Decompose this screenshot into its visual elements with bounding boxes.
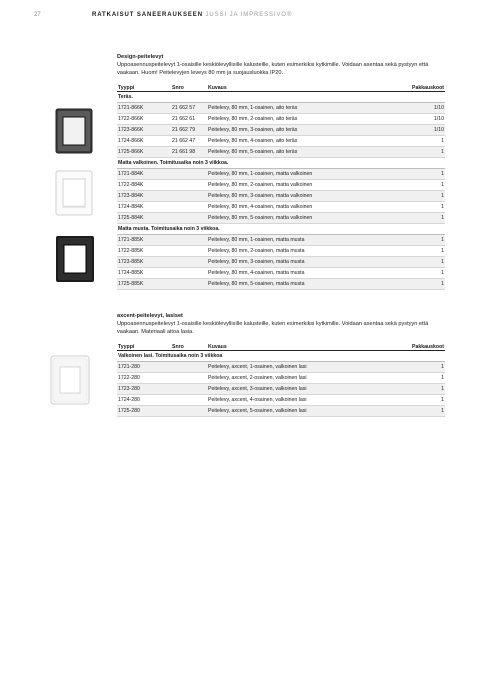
table-row (117, 268, 445, 279)
section-title: Design-peitelevyt (117, 54, 164, 60)
cell-type: 1721-884K (117, 169, 171, 180)
cell-description: Peitelevy, 80 mm, 5-osainen, matta valkoinen (207, 213, 399, 224)
axcent-glass-section (117, 312, 445, 417)
table-row (117, 213, 445, 224)
cell-package: 1 (399, 373, 445, 384)
table-row (117, 257, 445, 268)
cell-description: Peitelevy, 80 mm, 1-osainen, aito teräs (207, 103, 399, 114)
cell-snro (171, 362, 207, 373)
cell-type: 1723-280 (117, 384, 171, 395)
cell-package: 1 (399, 202, 445, 213)
cell-snro (171, 213, 207, 224)
group-label: Teräs. (117, 92, 445, 103)
cell-snro (171, 384, 207, 395)
cell-package: 1 (399, 406, 445, 417)
section-title: axcent-peitelevyt, lasiset (117, 313, 183, 319)
cell-description: Peitelevy, 80 mm, 1-osainen, matta valkoinen (207, 169, 399, 180)
cell-type: 1725-280 (117, 406, 171, 417)
cell-package: 1/10 (399, 125, 445, 136)
cell-package: 1 (399, 235, 445, 246)
section-description: Uppoasennuspeitelevyt 1-osaisille keskiölevyllisille kalusteille, kuten esimerkiksi kytkimille. Voidaan asentaa sekä pystyyn että vaakaan. Materiaali aitoa lasia. (117, 321, 429, 335)
col-header-type: Tyyppi (117, 84, 171, 92)
cell-description: Peitelevy, 80 mm, 4-osainen, aito teräs (207, 136, 399, 147)
group-label: Valkoinen lasi. Toimitusaika noin 3 viikkoa (117, 351, 445, 362)
col-header-snro: Snro (171, 84, 207, 92)
col-header-description: Kuvaus (207, 343, 399, 351)
table-row (117, 235, 445, 246)
cell-package: 1 (399, 191, 445, 202)
table-row (117, 136, 445, 147)
col-header-type: Tyyppi (117, 343, 171, 351)
page-header (34, 12, 450, 22)
cell-package: 1 (399, 395, 445, 406)
header-title-light: JUSSI JA IMPRESSIVO® (205, 12, 293, 18)
cell-package: 1/10 (399, 103, 445, 114)
table-row (117, 114, 445, 125)
cell-snro (171, 235, 207, 246)
cell-snro (171, 373, 207, 384)
col-header-snro: Snro (171, 343, 207, 351)
header-title-bold: RATKAISUT SANEERAUKSEEN (92, 12, 203, 18)
table-row (117, 279, 445, 290)
cell-snro: 21 661 98 (171, 147, 207, 158)
col-header-package: Pakkauskoot (399, 84, 445, 92)
cell-description: Peitelevy, 80 mm, 5-osainen, aito teräs (207, 147, 399, 158)
cell-description: Peitelevy, 80 mm, 2-osainen, matta valkoinen (207, 180, 399, 191)
steel-frame-image (55, 108, 93, 154)
table-row (117, 246, 445, 257)
section-description: Uppoasennuspeitelevyt 1-osaisille keskiölevyllisille kalusteille, kuten esimerkiksi kytkimille. Voidaan asentaa sekä pystyyn että vaakaan. Huom! Peitelevyjen leveys 80 mm ja suojausluokka IP20. (117, 62, 429, 76)
cell-type: 1724-885K (117, 268, 171, 279)
cell-snro (171, 395, 207, 406)
cell-package: 1 (399, 147, 445, 158)
table-row (117, 406, 445, 417)
cell-type: 1721-866K (117, 103, 171, 114)
table-row (117, 362, 445, 373)
cell-description: Peitelevy, axcent, 5-osainen, valkoinen lasi (207, 406, 399, 417)
cell-type: 1724-866K (117, 136, 171, 147)
cell-type: 1722-280 (117, 373, 171, 384)
cell-type: 1723-866K (117, 125, 171, 136)
table-row (117, 103, 445, 114)
cell-package: 1 (399, 169, 445, 180)
table-row (117, 180, 445, 191)
cell-type: 1723-885K (117, 257, 171, 268)
cell-snro (171, 169, 207, 180)
cell-description: Peitelevy, 80 mm, 3-osainen, aito teräs (207, 125, 399, 136)
cell-type: 1722-885K (117, 246, 171, 257)
cell-package: 1 (399, 279, 445, 290)
cell-snro: 21 662 57 (171, 103, 207, 114)
cell-snro (171, 180, 207, 191)
cell-description: Peitelevy, 80 mm, 3-osainen, matta valkoinen (207, 191, 399, 202)
table-row (117, 125, 445, 136)
cell-package: 1 (399, 136, 445, 147)
black-frame-image (55, 235, 95, 283)
cell-type: 1721-280 (117, 362, 171, 373)
table-row (117, 191, 445, 202)
design-cover-plates-section (117, 53, 445, 290)
table-row (117, 202, 445, 213)
cell-type: 1725-885K (117, 279, 171, 290)
cell-description: Peitelevy, 80 mm, 1-osainen, matta musta (207, 235, 399, 246)
cell-snro (171, 191, 207, 202)
cell-type: 1724-884K (117, 202, 171, 213)
cell-description: Peitelevy, 80 mm, 4-osainen, matta musta (207, 268, 399, 279)
product-table (117, 84, 445, 290)
cell-snro: 21 662 79 (171, 125, 207, 136)
group-label: Matta musta. Toimitusaika noin 3 viikkoa. (117, 224, 445, 235)
cell-type: 1722-884K (117, 180, 171, 191)
cell-description: Peitelevy, axcent, 3-osainen, valkoinen lasi (207, 384, 399, 395)
cell-snro (171, 202, 207, 213)
cell-snro: 21 662 61 (171, 114, 207, 125)
cell-package: 1 (399, 362, 445, 373)
table-row (117, 373, 445, 384)
cell-type: 1722-866K (117, 114, 171, 125)
cell-package: 1/10 (399, 114, 445, 125)
white-frame-image (55, 170, 93, 216)
table-row (117, 147, 445, 158)
cell-description: Peitelevy, axcent, 1-osainen, valkoinen lasi (207, 362, 399, 373)
table-row (117, 395, 445, 406)
cell-package: 1 (399, 180, 445, 191)
cell-package: 1 (399, 257, 445, 268)
cell-package: 1 (399, 246, 445, 257)
col-header-package: Pakkauskoot (399, 343, 445, 351)
cell-package: 1 (399, 384, 445, 395)
cell-snro (171, 257, 207, 268)
cell-type: 1723-884K (117, 191, 171, 202)
cell-description: Peitelevy, 80 mm, 4-osainen, matta valkoinen (207, 202, 399, 213)
table-row (117, 384, 445, 395)
glass-frame-image (50, 355, 90, 405)
cell-package: 1 (399, 213, 445, 224)
cell-type: 1725-866K (117, 147, 171, 158)
cell-description: Peitelevy, 80 mm, 3-osainen, matta musta (207, 257, 399, 268)
cell-snro (171, 246, 207, 257)
cell-description: Peitelevy, 80 mm, 2-osainen, aito teräs (207, 114, 399, 125)
cell-type: 1721-885K (117, 235, 171, 246)
cell-description: Peitelevy, 80 mm, 2-osainen, matta musta (207, 246, 399, 257)
cell-snro (171, 268, 207, 279)
col-header-description: Kuvaus (207, 84, 399, 92)
table-row (117, 169, 445, 180)
cell-package: 1 (399, 268, 445, 279)
cell-snro: 21 662 47 (171, 136, 207, 147)
page-number: 27 (34, 12, 41, 18)
cell-snro (171, 279, 207, 290)
cell-type: 1724-280 (117, 395, 171, 406)
cell-type: 1725-884K (117, 213, 171, 224)
cell-description: Peitelevy, 80 mm, 5-osainen, matta musta (207, 279, 399, 290)
group-label: Matta valkoinen. Toimitusaika noin 3 viikkoa. (117, 158, 445, 169)
product-table (117, 343, 445, 417)
cell-snro (171, 406, 207, 417)
cell-description: Peitelevy, axcent, 2-osainen, valkoinen lasi (207, 373, 399, 384)
header-title (92, 12, 292, 18)
cell-description: Peitelevy, axcent, 4-osainen, valkoinen lasi (207, 395, 399, 406)
